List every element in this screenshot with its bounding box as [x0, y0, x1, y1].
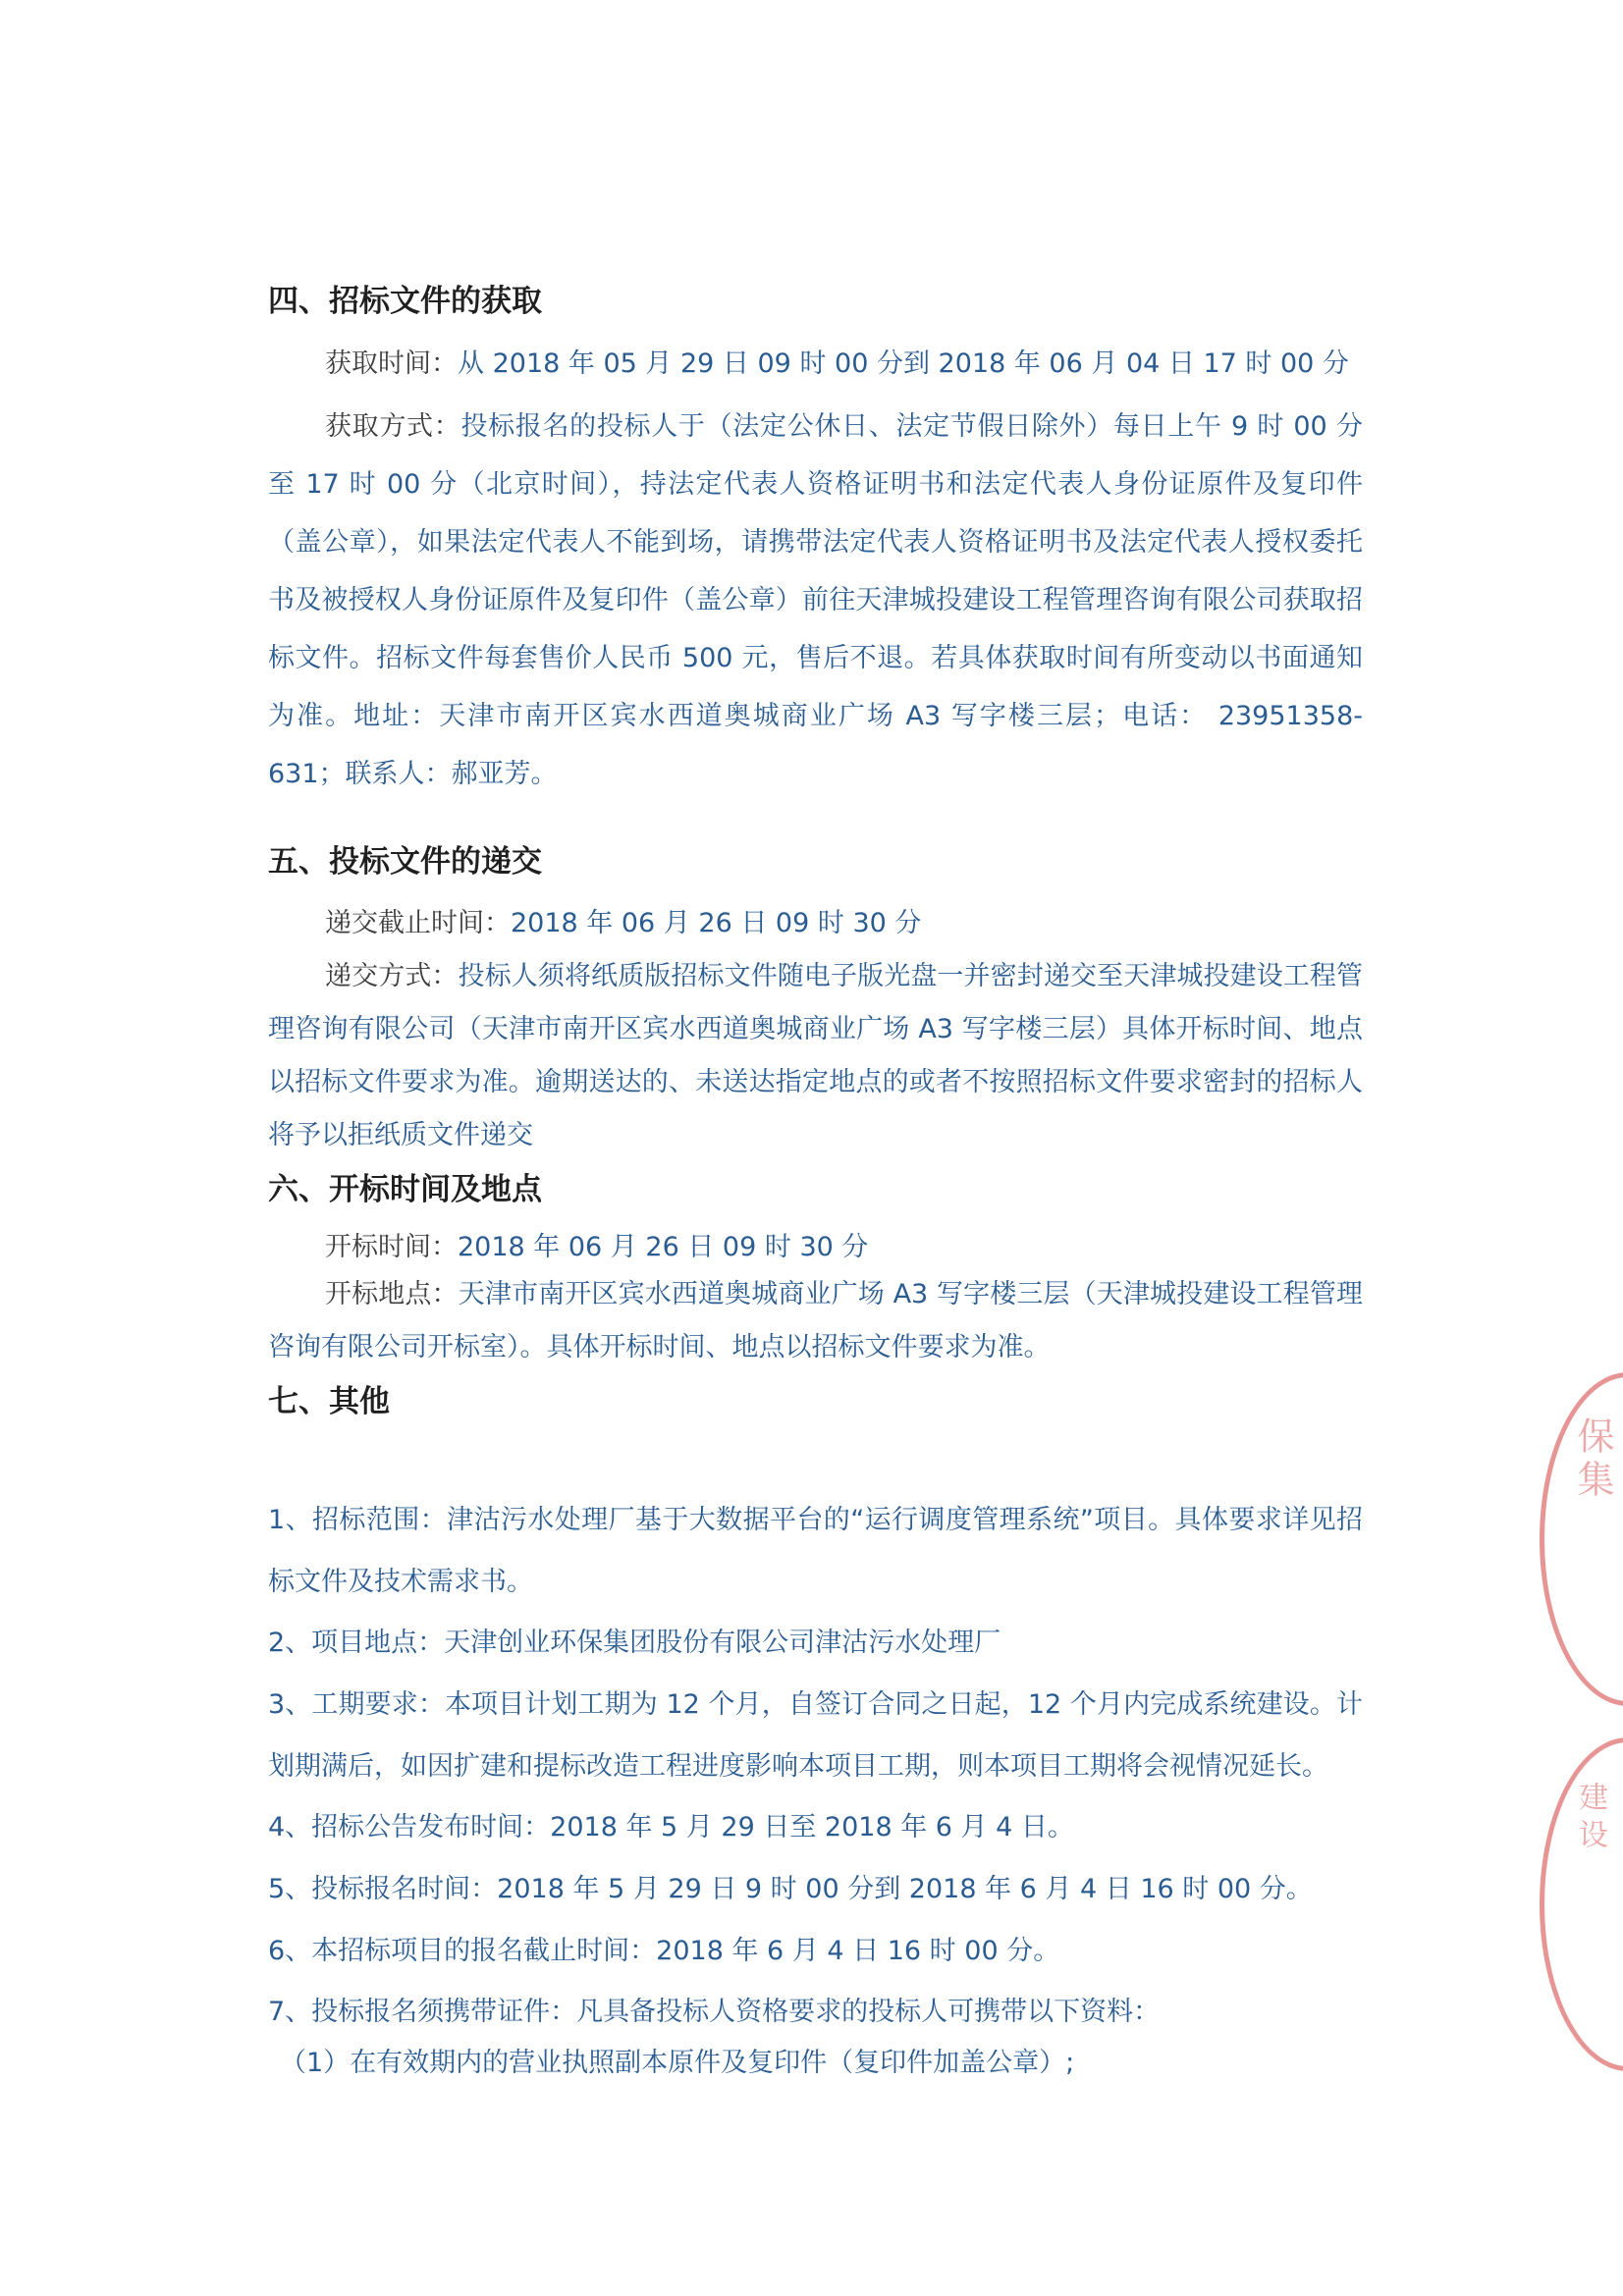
- company-seal-upper: [1540, 1372, 1623, 1706]
- submission-deadline-label: 递交截止时间：: [325, 908, 511, 938]
- submission-method-label: 递交方式：: [325, 961, 459, 991]
- list-item: 1、招标范围：津沽污水处理厂基于大数据平台的“运行调度管理系统”项目。具体要求详见招标文件及技术需求书。: [268, 1505, 1363, 1597]
- opening-time: [268, 1221, 1363, 1274]
- section-4-heading: 四、招标文件的获取: [268, 284, 542, 319]
- seal-upper-text: 保集: [1571, 1416, 1614, 1503]
- opening-time-label: 开标时间：: [325, 1232, 458, 1262]
- section-6-heading: 六、开标时间及地点: [268, 1172, 542, 1207]
- seal-lower-text: 建设: [1573, 1782, 1607, 1856]
- opening-place-value: 天津市南开区宾水西道奥城商业广场 A3 写字楼三层（天津城投建设工程管理咨询有限公司开标室）。具体开标时间、地点以招标文件要求为准。: [268, 1279, 1364, 1362]
- acquisition-time-label: 获取时间：: [325, 348, 458, 379]
- company-seal-lower: [1540, 1737, 1623, 2071]
- acquisition-method: [268, 398, 1363, 803]
- acquisition-method-value: 投标报名的投标人于（法定公休日、法定节假日除外）每日上午 9 时 00 分至 17 时 00 分（北京时间），持法定代表人资格证明书和法定代表人身份证原件及复印件（盖公章），如果法定代表人不能到场，请携带法定代表人资格证明书及法定代表人授权委托书及被授权人身份证原件及复印件（盖公章）前往天津城投建设工程管理咨询有限公司获取招标文件。招标文件每套售价人民币 500 元，售后不退。若具体获取时间有所变动以书面通知为准。地址：天津市南开区宾水西道奥城商业广场 A3 写字楼三层；电话： 23951358-631；联系人：郝亚芳。: [268, 411, 1363, 789]
- submission-method-value: 投标人须将纸质版招标文件随电子版光盘一并密封递交至天津城投建设工程管理咨询有限公司（天津市南开区宾水西道奥城商业广场 A3 写字楼三层）具体开标时间、地点以招标文件要求为准。逾期送达的、未送达指定地点的或者不按照招标文件要求密封的招标人将予以拒纸质文件递交: [268, 961, 1364, 1150]
- section-7-heading: 七、其他: [268, 1384, 390, 1419]
- submission-method: [268, 950, 1363, 1162]
- list-item: 6、本招标项目的报名截止时间：2018 年 6 月 4 日 16 时 00 分。: [268, 1936, 1060, 1966]
- submission-deadline: [268, 897, 1363, 950]
- opening-time-value: 2018 年 06 月 26 日 09 时 30 分: [458, 1232, 869, 1262]
- list-item: 4、招标公告发布时间：2018 年 5 月 29 日至 2018 年 6 月 4 日。: [268, 1812, 1074, 1842]
- list-item: （1）在有效期内的营业执照副本原件及复印件（复印件加盖公章）;: [280, 2048, 1075, 2078]
- opening-place-label: 开标地点：: [325, 1279, 459, 1309]
- acquisition-method-label: 获取方式：: [325, 411, 461, 442]
- list-item: 3、工期要求：本项目计划工期为 12 个月，自签订合同之日起，12 个月内完成系统建设。计划期满后，如因扩建和提标改造工程进度影响本项目工期，则本项目工期将会视情况延长。: [268, 1689, 1363, 1782]
- list-item: 2、项目地点：天津创业环保集团股份有限公司津沽污水处理厂: [268, 1628, 1001, 1658]
- list-item: 5、投标报名时间：2018 年 5 月 29 日 9 时 00 分到 2018 年 6 月 4 日 16 时 00 分。: [268, 1874, 1313, 1904]
- opening-place: [268, 1268, 1363, 1374]
- acquisition-time: [268, 335, 1363, 393]
- list-item: 7、投标报名须携带证件：凡具备投标人资格要求的投标人可携带以下资料：: [268, 1997, 1161, 2027]
- acquisition-time-value: 从 2018 年 05 月 29 日 09 时 00 分到 2018 年 06 月 04 日 17 时 00 分: [458, 348, 1349, 379]
- submission-deadline-value: 2018 年 06 月 26 日 09 时 30 分: [511, 908, 922, 938]
- section-5-heading: 五、投标文件的递交: [268, 844, 542, 880]
